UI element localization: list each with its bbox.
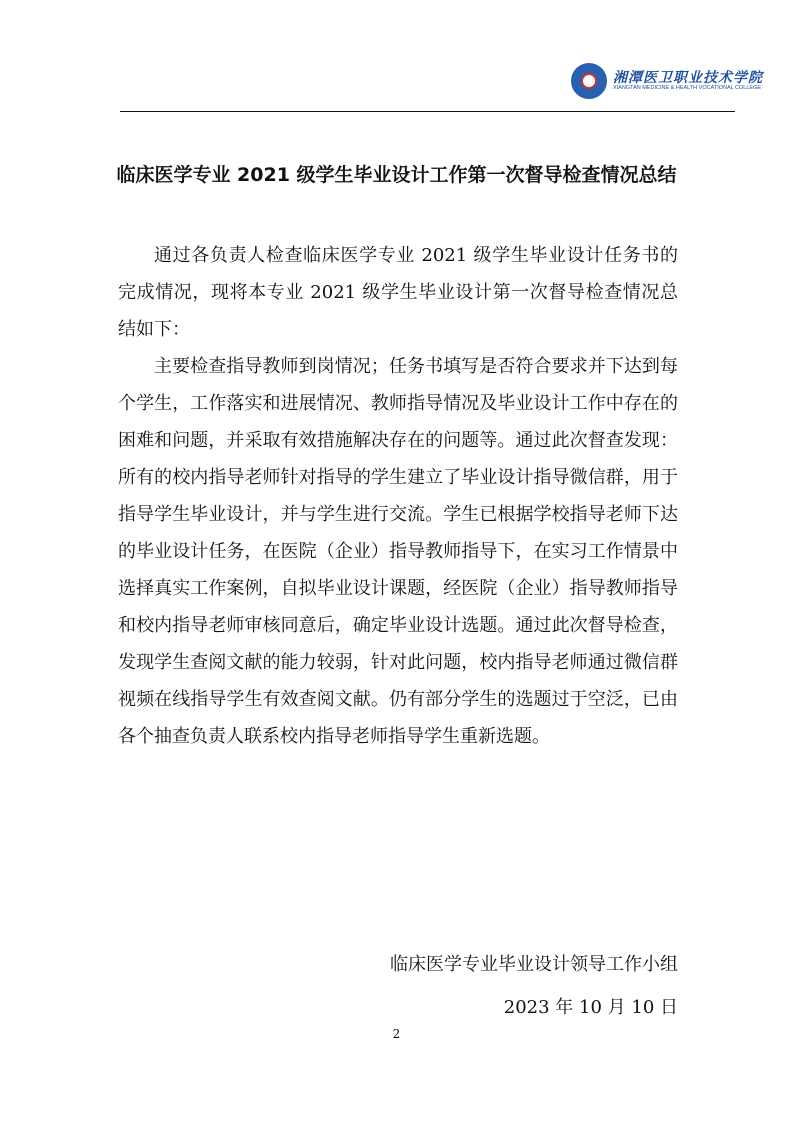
page-number: 2	[392, 1027, 401, 1041]
logo-chinese-name: 湘潭医卫职业技术学院	[613, 70, 763, 86]
document-body	[118, 237, 678, 755]
college-logo	[571, 63, 763, 99]
header-divider	[120, 111, 735, 112]
paragraph-intro: 通过各负责人检查临床医学专业 2021 级学生毕业设计任务书的完成情况，现将本专业 2021 级学生毕业设计第一次督导检查情况总结如下：	[118, 245, 678, 340]
signature-organization: 临床医学专业毕业设计领导工作小组	[390, 954, 678, 975]
signature-date: 2023 年 10 月 10 日	[503, 997, 678, 1018]
paragraph-findings: 主要检查指导教师到岗情况；任务书填写是否符合要求并下达到每个学生，工作落实和进展情况、教师指导情况及毕业设计工作中存在的困难和问题，并采取有效措施解决存在的问题等。通过此次督查发现：所有的校内指导老师针对指导的学生建立了毕业设计指导微信群，用于指导学生毕业设计，并与学生进行交流。学生已根据学校指导老师下达的毕业设计任务，在医院（企业）指导教师指导下，在实习工作情景中选择真实工作案例，自拟毕业设计课题，经医院（企业）指导教师指导和校内指导老师审核同意后，确定毕业设计选题。通过此次督导检查，发现学生查阅文献的能力较弱，针对此问题，校内指导老师通过微信群视频在线指导学生有效查阅文献。仍有部分学生的选题过于空泛，已由各个抽查负责人联系校内指导老师指导学生重新选题。	[118, 356, 678, 747]
college-emblem-icon	[571, 63, 607, 99]
page-header	[0, 0, 793, 115]
logo-english-name: XIANGTAN MEDICINE & HEALTH VOCATIONAL COLLEGE	[613, 85, 762, 91]
document-title: 临床医学专业 2021 级学生毕业设计工作第一次督导检查情况总结	[116, 164, 677, 186]
